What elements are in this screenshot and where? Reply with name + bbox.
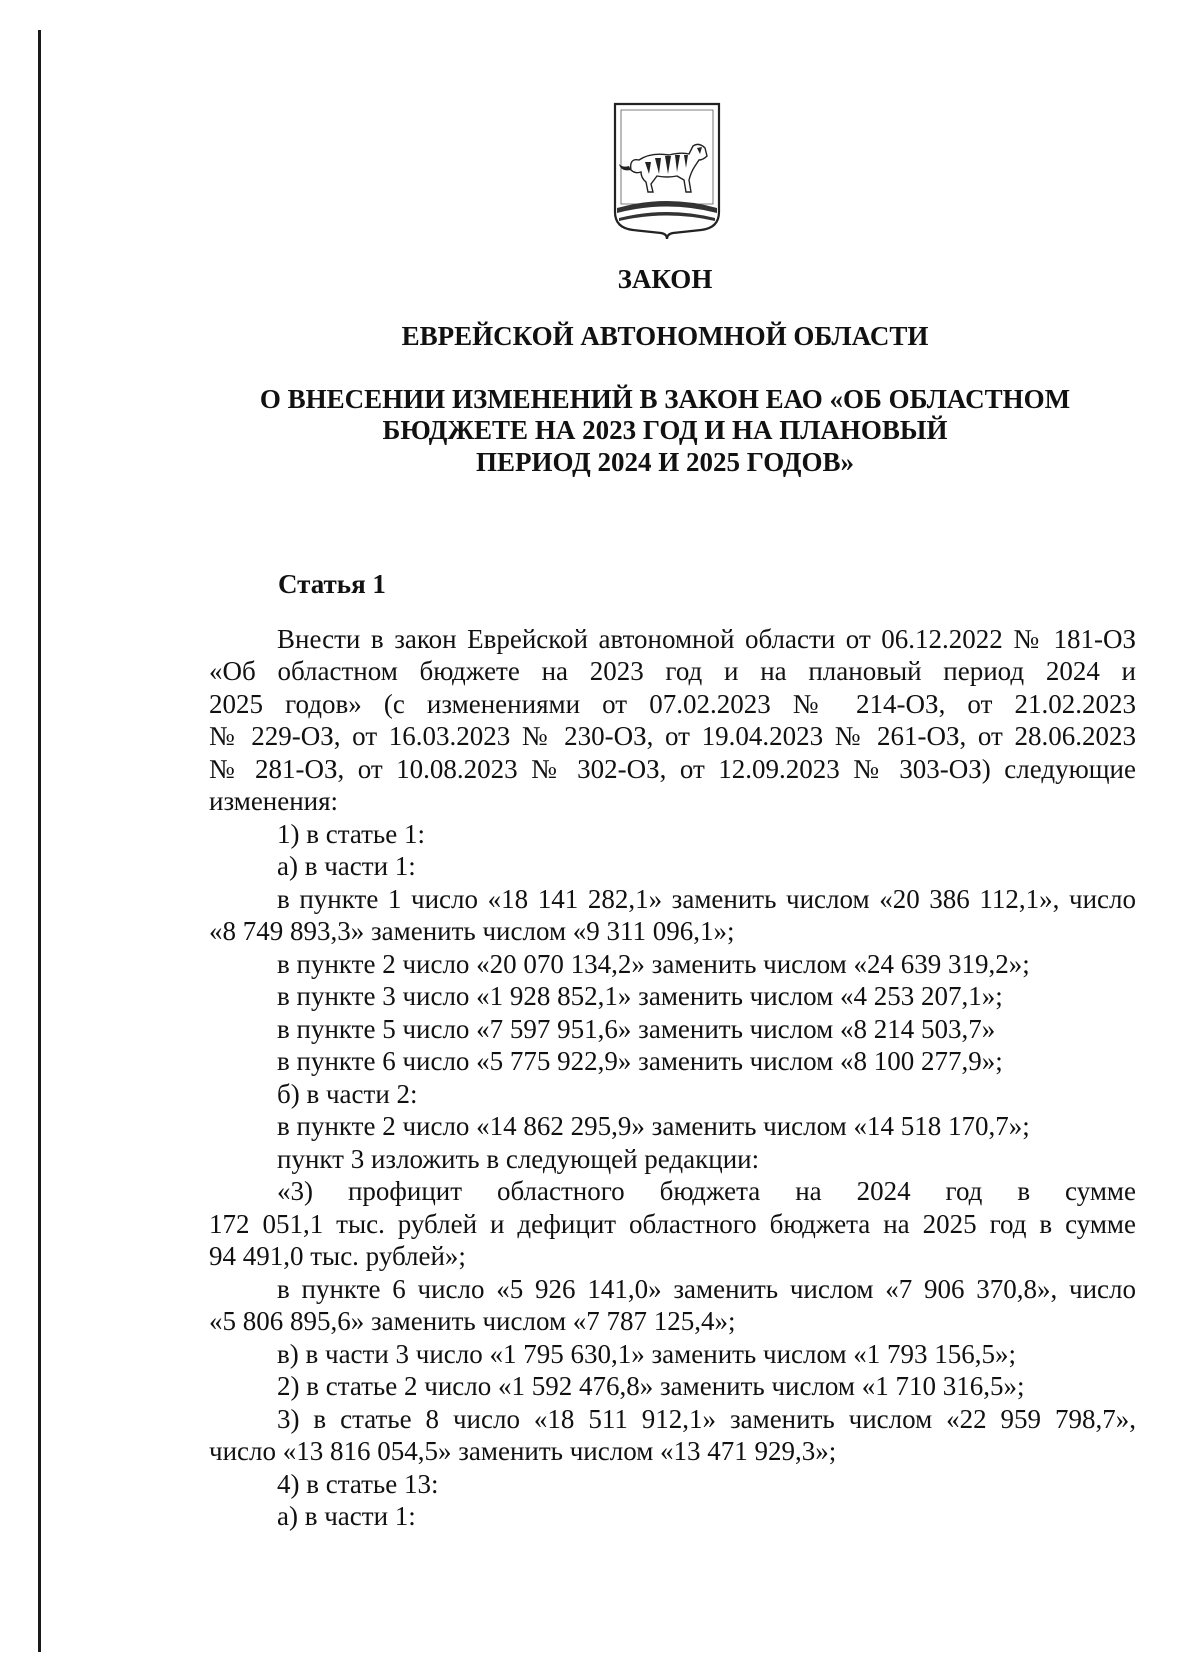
body-line: в пункте 6 число «5 926 141,0» заменить числом «7 906 370,8», число bbox=[277, 1274, 1136, 1304]
body-line: б) в части 2: bbox=[277, 1079, 418, 1109]
body-line: изменения: bbox=[209, 786, 339, 816]
body-line: а) в части 1: bbox=[277, 1501, 416, 1531]
body-line: в пункте 3 число «1 928 852,1» заменить числом «4 253 207,1»; bbox=[277, 981, 1003, 1011]
body-line: в пункте 1 число «18 141 282,1» заменить числом «20 386 112,1», число bbox=[277, 884, 1136, 914]
coat-of-arms-emblem bbox=[611, 100, 723, 240]
law-heading: ЗАКОН bbox=[617, 264, 713, 294]
body-line: 2) в статье 2 число «1 592 476,8» заменить числом «1 710 316,5»; bbox=[277, 1371, 1025, 1401]
body-line: 2025 годов» (с изменениями от 07.02.2023 № 214-ОЗ, от 21.02.2023 bbox=[209, 689, 1136, 719]
body-line: число «13 816 054,5» заменить числом «13 471 929,3»; bbox=[209, 1436, 837, 1466]
body-line: «8 749 893,3» заменить числом «9 311 096,1»; bbox=[209, 916, 735, 946]
body-line: а) в части 1: bbox=[277, 851, 416, 881]
body-line: 94 491,0 тыс. рублей»; bbox=[209, 1241, 466, 1271]
body-line: 3) в статье 8 число «18 511 912,1» заменить числом «22 959 798,7», bbox=[277, 1404, 1136, 1434]
title-line: ПЕРИОД 2024 И 2025 ГОДОВ» bbox=[476, 447, 854, 477]
body-line: № 229-ОЗ, от 16.03.2023 № 230-ОЗ, от 19.04.2023 № 261-ОЗ, от 28.06.2023 bbox=[209, 721, 1136, 751]
body-line: в пункте 2 число «14 862 295,9» заменить числом «14 518 170,7»; bbox=[277, 1111, 1030, 1141]
body-line: 1) в статье 1: bbox=[277, 819, 425, 849]
title-line: О ВНЕСЕНИИ ИЗМЕНЕНИЙ В ЗАКОН ЕАО «ОБ ОБЛАСТНОМ bbox=[259, 384, 1071, 414]
body-line: «5 806 895,6» заменить числом «7 787 125,4»; bbox=[209, 1306, 736, 1336]
body-line: 172 051,1 тыс. рублей и дефицит областного бюджета на 2025 год в сумме bbox=[209, 1209, 1136, 1239]
region-heading: ЕВРЕЙСКОЙ АВТОНОМНОЙ ОБЛАСТИ bbox=[401, 321, 929, 351]
body-line: пункт 3 изложить в следующей редакции: bbox=[277, 1144, 760, 1174]
body-line: в пункте 2 число «20 070 134,2» заменить числом «24 639 319,2»; bbox=[277, 949, 1030, 979]
body-line: в) в части 3 число «1 795 630,1» заменить числом «1 793 156,5»; bbox=[277, 1339, 1017, 1369]
body-line: Внести в закон Еврейской автономной области от 06.12.2022 № 181-ОЗ bbox=[277, 624, 1136, 654]
body-line: «Об областном бюджете на 2023 год и на плановый период 2024 и bbox=[209, 656, 1136, 686]
body-line: в пункте 6 число «5 775 922,9» заменить числом «8 100 277,9»; bbox=[277, 1046, 1003, 1076]
title-line: БЮДЖЕТЕ НА 2023 ГОД И НА ПЛАНОВЫЙ bbox=[382, 415, 948, 445]
body-line: 4) в статье 13: bbox=[277, 1469, 439, 1499]
body-line: «3) профицит областного бюджета на 2024 год в сумме bbox=[277, 1176, 1136, 1206]
body-line: в пункте 5 число «7 597 951,6» заменить числом «8 214 503,7» bbox=[277, 1014, 996, 1044]
article-title: Статья 1 bbox=[278, 569, 386, 599]
body-line: № 281-ОЗ, от 10.08.2023 № 302-ОЗ, от 12.09.2023 № 303-ОЗ) следующие bbox=[209, 754, 1136, 784]
